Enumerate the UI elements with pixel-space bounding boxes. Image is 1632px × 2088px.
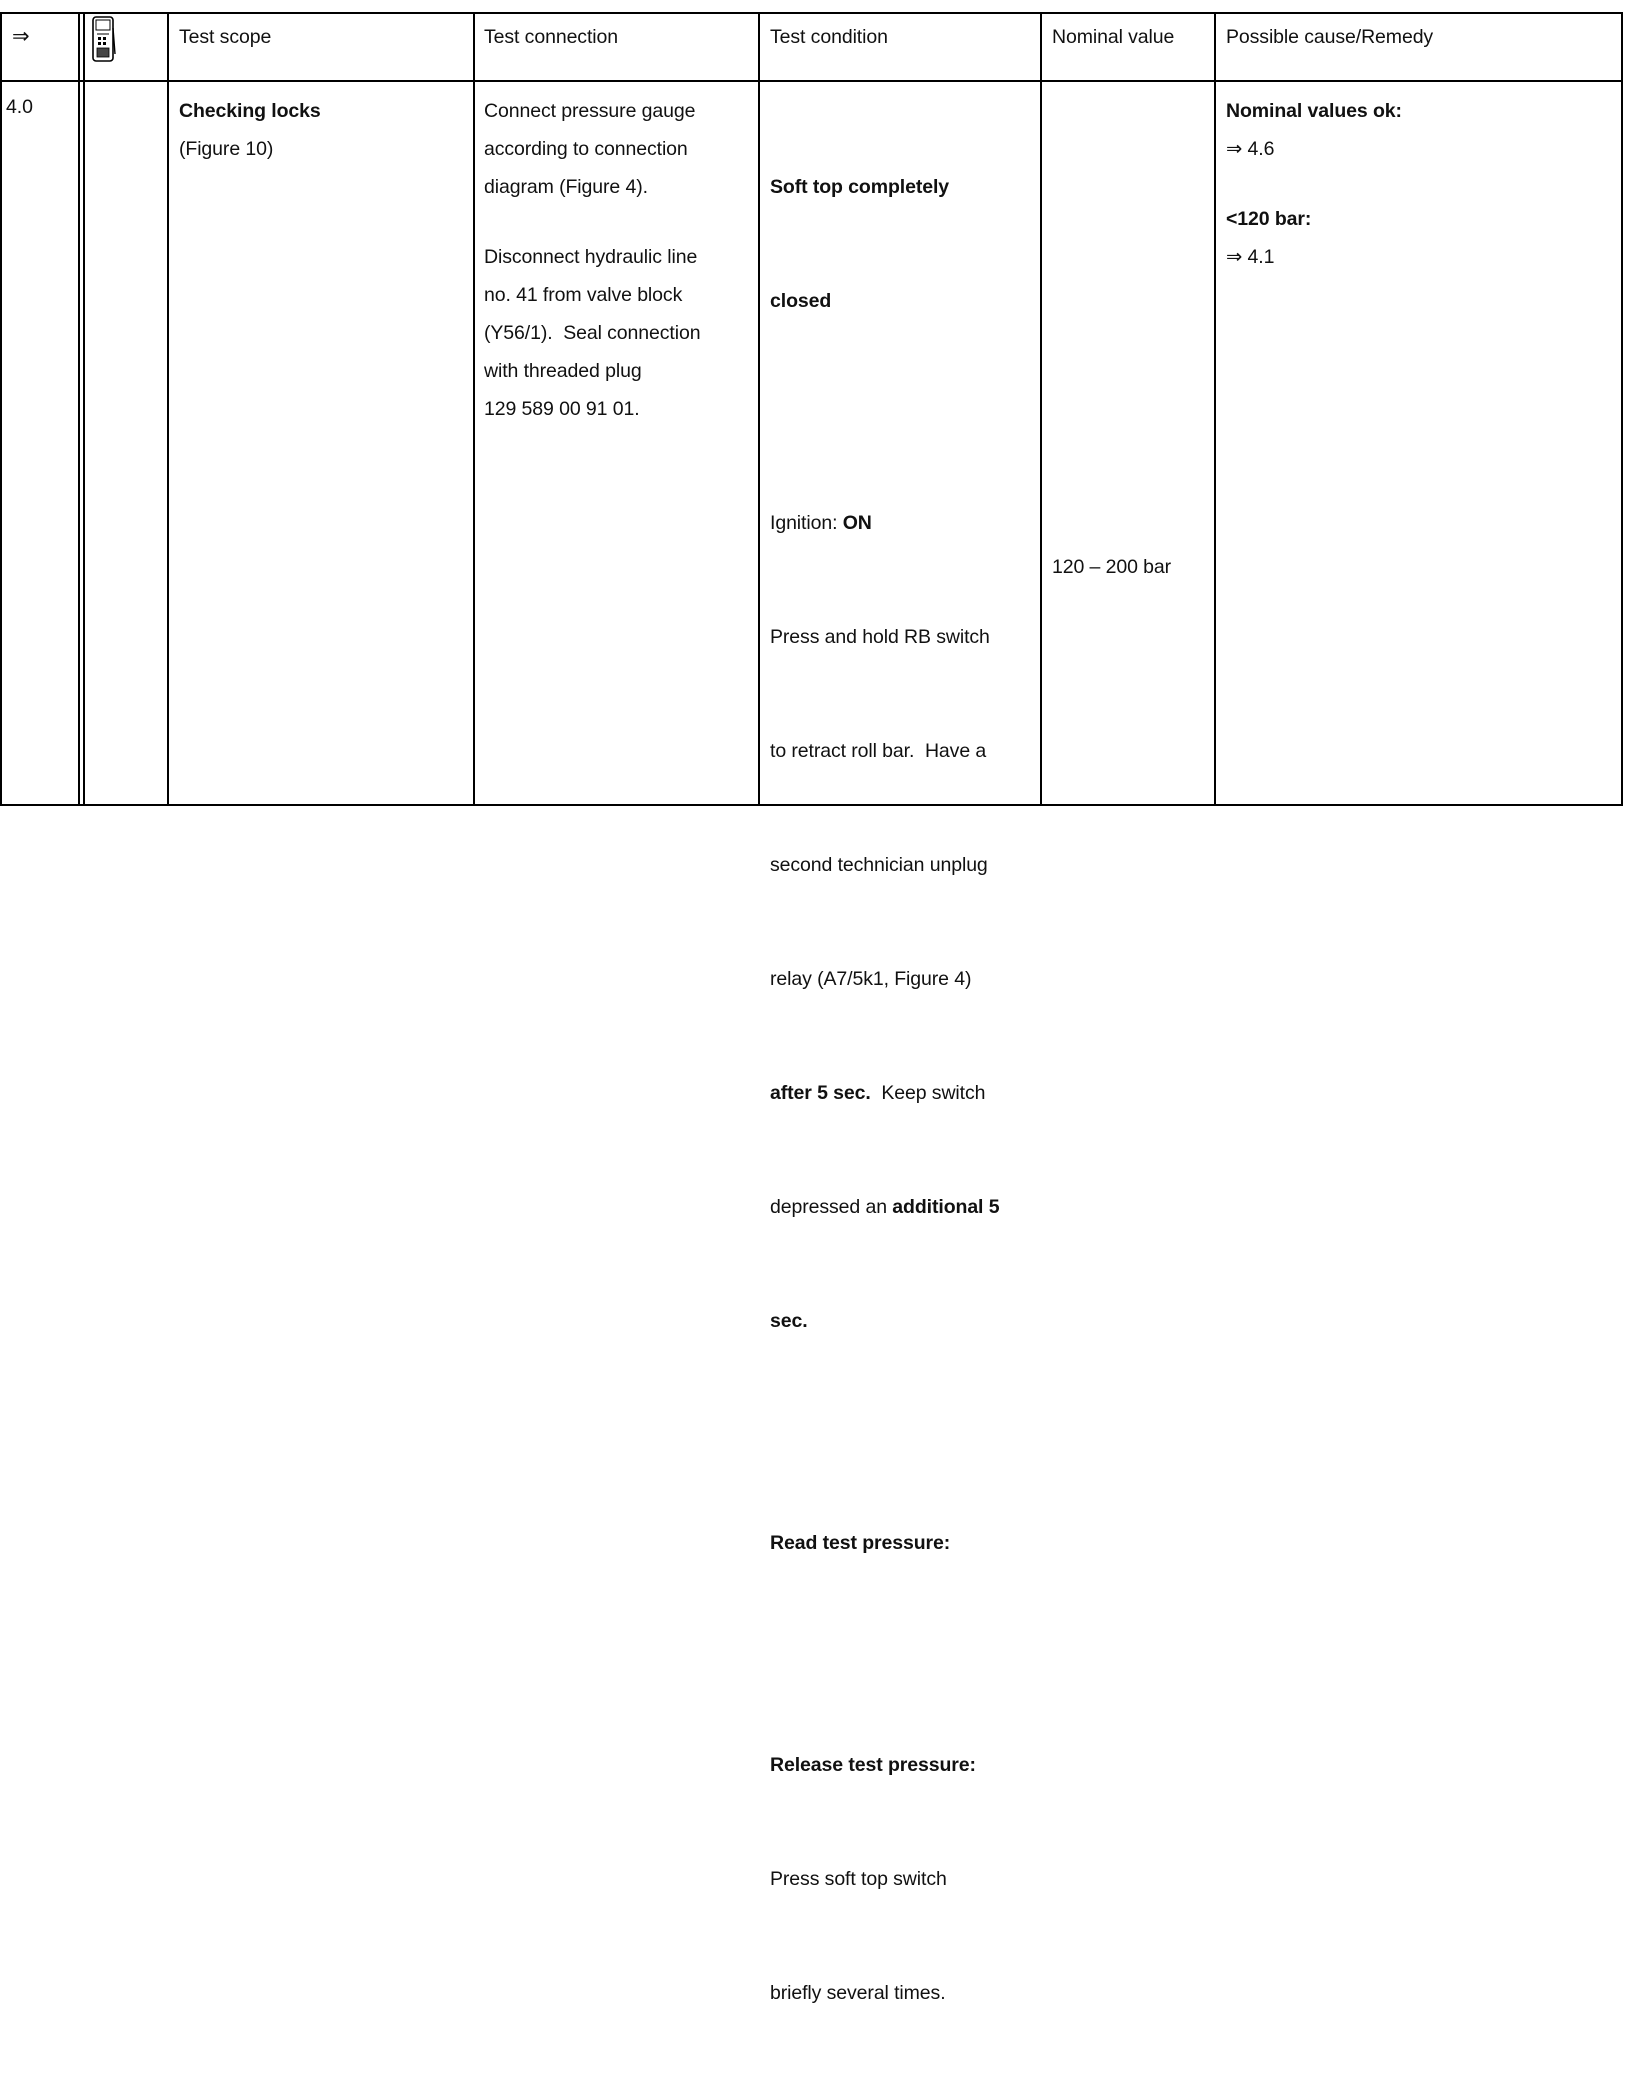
scope-figure: (Figure 10): [179, 138, 274, 160]
column-divider: [78, 12, 80, 806]
ignition-label: Ignition:: [770, 512, 843, 534]
table-border-right: [1621, 12, 1623, 806]
header-test-scope: Test scope: [179, 26, 272, 48]
condition-text: depressed an: [770, 1196, 893, 1218]
remedy-low-label: <120 bar:: [1226, 208, 1312, 230]
connection-line: with threaded plug: [484, 360, 642, 382]
nominal-value: 120 – 200 bar: [1052, 556, 1172, 578]
header-possible-cause: Possible cause/Remedy: [1226, 26, 1434, 48]
condition-line: to retract roll bar. Have a: [770, 740, 987, 762]
spacer: [770, 1638, 999, 1670]
condition-line: sec.: [770, 1310, 808, 1332]
condition-title: Soft top completely: [770, 176, 950, 198]
condition-title: closed: [770, 290, 832, 312]
remedy-low-target: ⇒ 4.1: [1226, 246, 1275, 268]
spacer: [484, 206, 700, 238]
remedy-ok-label: Nominal values ok:: [1226, 100, 1402, 122]
column-divider: [1214, 12, 1216, 806]
spacer: [1226, 168, 1402, 200]
connection-line: 129 589 00 91 01.: [484, 398, 640, 420]
header-test-condition: Test condition: [770, 26, 888, 48]
condition-line: [770, 1188, 999, 1226]
header-arrow: ⇒: [12, 25, 30, 48]
condition-line: briefly several times.: [770, 1982, 946, 2004]
condition-line: [770, 1074, 999, 1112]
column-divider: [473, 12, 475, 806]
read-pressure-label: Read test pressure:: [770, 1532, 951, 1554]
step-number: 4.0: [6, 96, 33, 118]
spacer: [770, 396, 999, 428]
condition-line: second technician unplug: [770, 854, 988, 876]
column-divider: [167, 12, 169, 806]
remedy-ok-target: ⇒ 4.6: [1226, 138, 1275, 160]
test-connection-cell: [484, 92, 700, 428]
test-scope-cell: [179, 92, 321, 168]
column-divider: [83, 12, 85, 806]
connection-line: according to connection: [484, 138, 688, 160]
condition-line: Press soft top switch: [770, 1868, 947, 1890]
test-table: [0, 12, 1623, 2004]
scope-title: Checking locks: [179, 100, 321, 122]
connection-line: diagram (Figure 4).: [484, 176, 648, 198]
release-pressure-label: Release test pressure:: [770, 1754, 976, 1776]
condition-line: Press and hold RB switch: [770, 626, 990, 648]
table-border-left: [0, 12, 2, 806]
remedy-cell: [1226, 92, 1402, 276]
condition-emphasis: after 5 sec.: [770, 1082, 871, 1104]
header-divider: [0, 80, 1623, 82]
column-divider: [758, 12, 760, 806]
ignition-line: [770, 504, 999, 542]
condition-text: Keep switch: [870, 1082, 986, 1104]
tester-device-icon: [91, 14, 117, 66]
column-divider: [1040, 12, 1042, 806]
connection-line: Connect pressure gauge: [484, 100, 696, 122]
connection-line: (Y56/1). Seal connection: [484, 322, 701, 344]
connection-line: Disconnect hydraulic line: [484, 246, 698, 268]
connection-line: no. 41 from valve block: [484, 284, 683, 306]
condition-line: relay (A7/5k1, Figure 4): [770, 968, 972, 990]
ignition-value: ON: [842, 512, 872, 534]
spacer: [770, 1416, 999, 1448]
header-test-connection: Test connection: [484, 26, 619, 48]
test-condition-cell: [770, 92, 999, 2088]
condition-emphasis: additional 5: [892, 1196, 1000, 1218]
table-border-top: [0, 12, 1623, 14]
header-nominal-value: Nominal value: [1052, 26, 1175, 48]
